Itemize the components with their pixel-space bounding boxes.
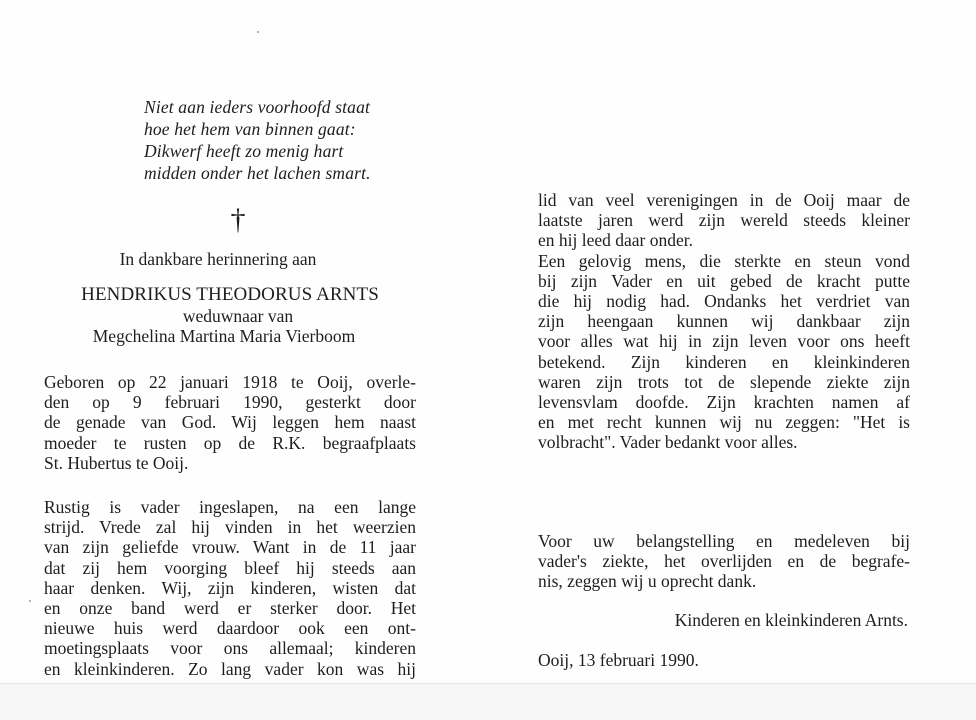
- text-line: betekend. Zijn kinderen en kleinkinderen: [538, 351, 910, 372]
- scan-speck: [257, 31, 259, 33]
- scan-bottom-edge: [0, 683, 976, 720]
- text-line: vader's ziekte, het overlijden en de begrafe-: [538, 550, 910, 571]
- text-line: strijd. Vrede zal hij vinden in het weerzien: [44, 517, 416, 538]
- text-line: haar denken. Wij, zijn kinderen, wisten dat: [44, 577, 416, 598]
- motto-verse: [144, 96, 416, 184]
- left-column: [44, 96, 416, 679]
- text-line: bij zijn Vader en uit gebed de kracht putte: [538, 270, 910, 291]
- continuation-paragraph: [538, 190, 910, 453]
- text-line: zijn heengaan kunnen wij dankbaar zijn: [538, 311, 910, 332]
- text-line: lid van veel verenigingen in de Ooij maar de: [538, 190, 910, 210]
- relation-label: weduwnaar van: [182, 306, 294, 326]
- text-line: de genade van God. Wij leggen hem naast: [44, 412, 416, 433]
- text-line: nis, zeggen wij u oprecht dank.: [538, 571, 757, 592]
- motto-line: Niet aan ieders voorhoofd staat: [144, 97, 370, 117]
- text-line: en kleinkinderen. Zo lang vader kon was hij: [44, 658, 416, 679]
- text-line: volbracht". Vader bedankt voor alles.: [538, 432, 798, 453]
- text-line: en met recht kunnen wij nu zeggen: "Het is: [538, 412, 910, 433]
- right-column: [538, 190, 910, 671]
- text-line: nieuwe huis werd daardoor ook een ont-: [44, 618, 416, 639]
- text-line: en onze band werd er sterker door. Het: [44, 598, 416, 619]
- thanks-paragraph: [538, 531, 910, 592]
- text-line: moeder te rusten op de R.K. begraafplaats: [44, 432, 416, 453]
- text-line: laatste jaren werd zijn wereld steeds kleiner: [538, 210, 910, 231]
- family-signature: Kinderen en kleinkinderen Arnts.: [674, 610, 908, 631]
- text-line: moetingsplaats voor ons allemaal; kinderen: [44, 638, 416, 659]
- text-line: Voor uw belangstelling en medeleven bij: [538, 530, 910, 551]
- cross-icon: †: [230, 203, 246, 236]
- birth-death-paragraph: [44, 372, 416, 473]
- text-line: waren zijn trots tot de slepende ziekte zijn: [538, 371, 910, 392]
- place-date: Ooij, 13 februari 1990.: [538, 650, 699, 671]
- text-line: Rustig is vader ingeslapen, na een lange: [44, 497, 416, 518]
- motto-line: midden onder het lachen smart.: [144, 163, 371, 183]
- text-line: den op 9 februari 1990, gesterkt door: [44, 392, 416, 413]
- scan-speck: [29, 600, 31, 602]
- text-line: van zijn geliefde vrouw. Want in de 11 jaar: [44, 537, 416, 558]
- in-memory-heading: In dankbare herinnering aan: [119, 249, 317, 269]
- text-line: levensvlam doofde. Zijn krachten namen af: [538, 392, 910, 413]
- text-line: voor alles wat hij in zijn leven voor ons heeft: [538, 331, 910, 352]
- deceased-name: HENDRIKUS THEODORUS ARNTS: [81, 284, 379, 305]
- text-line: die hij nodig had. Ondanks het verdriet van: [538, 291, 910, 312]
- text-line: Een gelovig mens, die sterkte en steun vond: [538, 250, 910, 271]
- motto-line: Dikwerf heeft zo menig hart: [144, 141, 344, 161]
- text-line: dat zij hem voorging bleef hij steeds aan: [44, 557, 416, 578]
- spouse-name: Megchelina Martina Maria Vierboom: [92, 326, 356, 346]
- memorial-paragraph: [44, 497, 416, 679]
- text-line: Geboren op 22 januari 1918 te Ooij, overle-: [44, 372, 416, 392]
- text-line: St. Hubertus te Ooij.: [44, 452, 189, 473]
- motto-line: hoe het hem van binnen gaat:: [144, 119, 356, 139]
- text-line: en hij leed daar onder.: [538, 230, 694, 251]
